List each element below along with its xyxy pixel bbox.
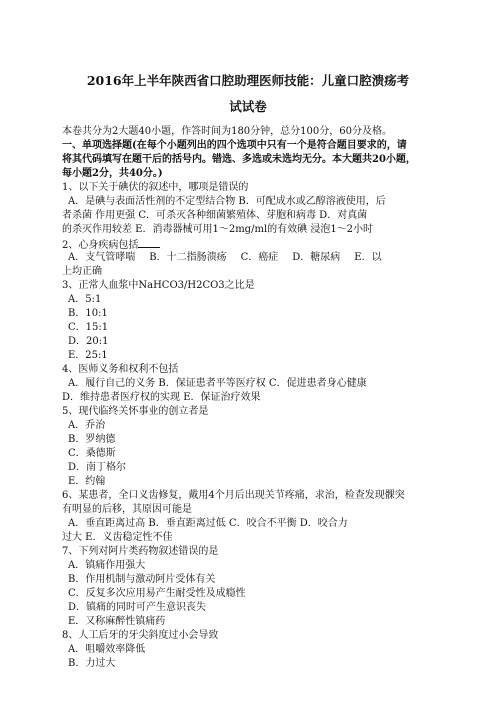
option-a: A．镇痛作用强大: [68, 560, 146, 571]
question-2-options-line2: 上均正确: [62, 266, 102, 277]
option-b: B．罗纳德: [68, 434, 116, 445]
question-2-options: [68, 251, 440, 265]
question-5-stem: 5、现代临终关怀事业的创立者是: [62, 406, 209, 417]
question-1-options-line3: 的杀灭作用较差 E．消毒器械可用1～2mg/ml的有效碘 浸泡1～2小时: [62, 224, 374, 235]
question-1-options-line1: A．是碘与表面活性剂的不定型结合物 B．可配成水或乙醇溶液使用，后: [68, 196, 386, 207]
question-7-stem: 7、下列对阿片类药物叙述错误的是: [62, 546, 219, 557]
option-b: B．10:1: [68, 308, 108, 319]
option-e: E．又称麻醉性镇痛药: [68, 616, 166, 627]
question-4-options-line2: D．维持患者医疗权的实现 E．保证治疗效果: [62, 392, 261, 403]
option-d: D．南丁格尔: [68, 462, 127, 473]
section-heading-line3: 每小题2分，共40分。): [62, 168, 163, 179]
question-8-stem: 8、人工后牙的牙尖斜度过小会导致: [62, 630, 219, 641]
option-c: C．反复多次应用易产生耐受性及成瘾性: [68, 588, 246, 599]
question-4-stem: 4、医师义务和权利不包括: [62, 364, 179, 375]
option-a: A．支气管哮喘: [68, 252, 136, 263]
option-d: D．糖尿病: [292, 252, 341, 263]
option-d: D．镇痛的同时可产生意识丧失: [68, 602, 207, 613]
option-e: E．约翰: [68, 476, 106, 487]
question-6-options-line1: A．垂直距离过高 B．垂直距离过低 C．咬合不平衡 D．咬合力: [68, 518, 348, 529]
question-1-stem: 1、以下关于碘伏的叙述中，哪项是错误的: [62, 182, 249, 193]
question-3-stem: 3、正常人血浆中NaHCO3/H2CO3之比是: [62, 280, 255, 291]
option-a: A．5:1: [68, 294, 102, 305]
answer-blank: [138, 237, 160, 248]
option-a: A．咀嚼效率降低: [68, 644, 146, 655]
option-d: D．20:1: [68, 336, 109, 347]
exam-title-line1: 2016年上半年陕西省口腔助理医师技能：儿童口腔溃疡考: [86, 73, 410, 88]
exam-intro: 本卷共分为2大题40小题，作答时间为180分钟，总分100分，60分及格。: [62, 126, 392, 137]
question-1-options-line2: 者杀菌 作用更强 C．可杀灭各种细菌繁殖体、芽胞和病毒 D．对真菌: [62, 210, 368, 221]
option-a: A．乔治: [68, 420, 106, 431]
question-2-stem-text: 2、心身疾病包括: [62, 240, 139, 251]
question-6-stem-line2: 有明显的后移，其原因可能是: [62, 504, 192, 515]
option-e: E．25:1: [68, 350, 108, 361]
exam-title-line2: 试试卷: [229, 99, 267, 114]
option-c: C．桑德斯: [68, 448, 116, 459]
section-heading-line2: 将其代码填写在题干后的括号内。错选、多选或未选均无分。本大题共20小题，: [62, 154, 416, 165]
question-6-stem: 6、某患者，全口义齿修复，戴用4个月后出现关节疼痛，求治，检查发现髁突: [62, 490, 405, 501]
option-c: C．癌症: [240, 252, 279, 263]
question-4-options-line1: A．履行自己的义务 B．保证患者平等医疗权 C．促进患者身心健康: [68, 378, 367, 389]
section-heading-line1: 一、单项选择题(在每个小题列出的四个选项中只有一个是符合题目要求的，请: [62, 140, 407, 151]
question-6-options-line2: 过大 E．义齿稳定性不佳: [62, 532, 173, 543]
option-b: B．力过大: [68, 658, 116, 669]
option-e: E．以: [354, 252, 382, 263]
option-c: C．15:1: [68, 322, 109, 333]
option-b: B．十二指肠溃疡: [149, 252, 227, 263]
option-b: B．作用机制与激动阿片受体有关: [68, 574, 216, 585]
